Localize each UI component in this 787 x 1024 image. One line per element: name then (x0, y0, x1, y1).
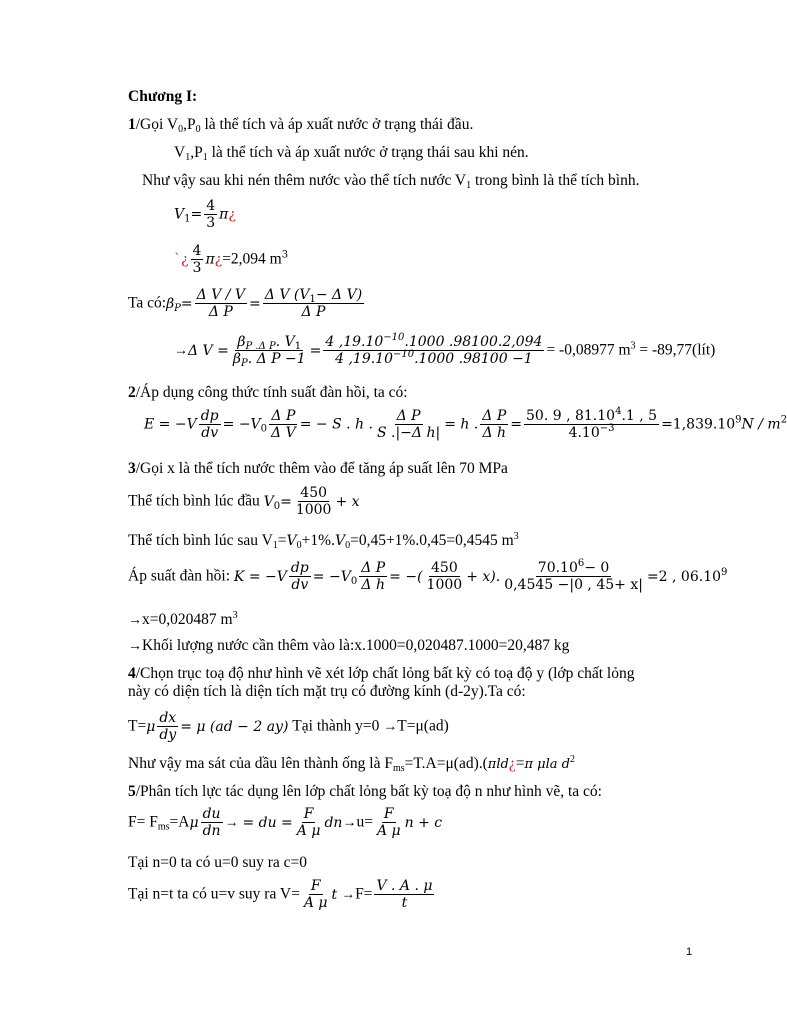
equation-v1: $V_1=$ $\frac{4}{3}$ π¿ (174, 198, 236, 231)
problem-5-intro: 5/Phân tích lực tác dụng lên lớp chất lỏng bất kỳ toạ độ n như hình vẽ, ta có: (128, 783, 602, 800)
equation-velocity: $F= F_{ms}=A\mu$ $\frac{du}{dn}$ → = du = $\frac{F}{\text{A μ}}$ dn→u= $\frac{F}{\text{A μ}}$ n + c (128, 806, 443, 839)
problem-3-final-volume: Thể tích bình lúc sau $V_1=V_0+1\%.V_0=0,45+1\%.0,45=0,4545$ $m^3$ (128, 531, 519, 551)
problem-3-intro: 3/Gọi x là thể tích nước thêm vào để tăng áp suất lên 70 MPa (128, 460, 508, 477)
problem-2-intro: 2/Áp dụng công thức tính suất đàn hồi, ta có: (128, 384, 408, 401)
problem-4-friction: Như vậy ma sát của dầu lên thành ống là $F_{ms}=T.A=\mu(ad).(\pi ld¿=\pi$ μla $d^2$ (128, 754, 575, 774)
equation-elastic-modulus: E = −V $\frac{dp}{dv}$ = $-V_0$ $\frac{\text{Δ P}}{\text{Δ V}}$ = − S . h . $\frac{\text{Δ P}}{\text{S .|−Δ h|}}$ = h . $\frac{\text{Δ P}}{\text{Δ h}}$ = $\frac{50. 9 , 81.10^4.1 , 5}{4.10^{-3}}$ $=1,839.10^9N / m^2$ (144, 406, 787, 441)
problem-4-intro-line2: này có diện tích là diện tích mặt trụ có đường kính (d-2y).Ta có: (128, 683, 526, 700)
problem-3-x-result: →x=0,020487 $m^3$ (128, 610, 238, 628)
problem-3-mass-result: →Khối lượng nước cần thêm vào là:x.1000=0,020487.1000=20,487 kg (128, 637, 570, 654)
problem-1-line2: $V_1,P_1$ là thể tích và áp xuất nước ở trạng thái sau khi nén. (174, 144, 529, 163)
equation-shear-force: T=μ $\frac{dx}{dy}$ = μ (ad − 2 ay) Tại thành y=0 →T=μ(ad) (128, 710, 449, 743)
problem-5-boundary-1: Tại n=0 ta có u=0 suy ra c=0 (128, 854, 308, 871)
problem-1-intro: 1/Gọi $V_0,P_0$ là thể tích và áp xuất nước ở trạng thái đầu. (128, 116, 474, 135)
problem-3-bulk-modulus: Áp suất đàn hồi: K = −V $\frac{dp}{dv}$ = $-V_0$ $\frac{\text{Δ P}}{\text{Δ h}}$ = −( $\frac{450}{1000}$ + x). $\frac{70.10^6- 0}{0,4545 -|0 , 45+ x|}$ =2 , 06.10$^9$ (128, 558, 728, 593)
page-number: 1 (686, 946, 693, 958)
problem-1-line3: Như vậy sau khi nén thêm nước vào thể tích nước $V_1$ trong bình là thể tích bình. (142, 172, 640, 191)
equation-v1-result: `¿ $\frac{4}{3}$ π¿=2,094 $m^3$ (174, 243, 289, 276)
problem-4-intro-line1: 4/Chọn trục toạ độ như hình vẽ xét lớp chất lỏng bất kỳ có toạ độ y (lớp chất lỏng (128, 665, 635, 682)
problem-5-boundary-2: Tại n=t ta có u=v suy ra V= $\frac{F}{\text{A μ}}$ t →F= $\frac{V . A . \mu}{t}$ (128, 878, 433, 911)
equation-beta: Ta $có:\beta_P=$ $\frac{\text{Δ V / V}}{\text{Δ P}}$ = $\frac{\Delta V (V_1- \Delta V)}{\text{Δ P}}$ (128, 287, 363, 320)
equation-delta-v: →Δ V = $\frac{\beta_{P .\Delta P}. V_1}{\beta_P. \Delta P -1}$ = $\frac{4 ,19.10^{-10}.1000 .98100.2,094}{4 ,19.10^{-10}.1000 .98100 -1}$ = -0,08977 $m^3$ = -89,77(lít) (174, 332, 716, 369)
chapter-heading: Chương I: (128, 88, 198, 105)
problem-3-initial-volume: Thể tích bình lúc đầu $V_0=$ $\frac{450}{1000}$ + x (128, 485, 360, 518)
